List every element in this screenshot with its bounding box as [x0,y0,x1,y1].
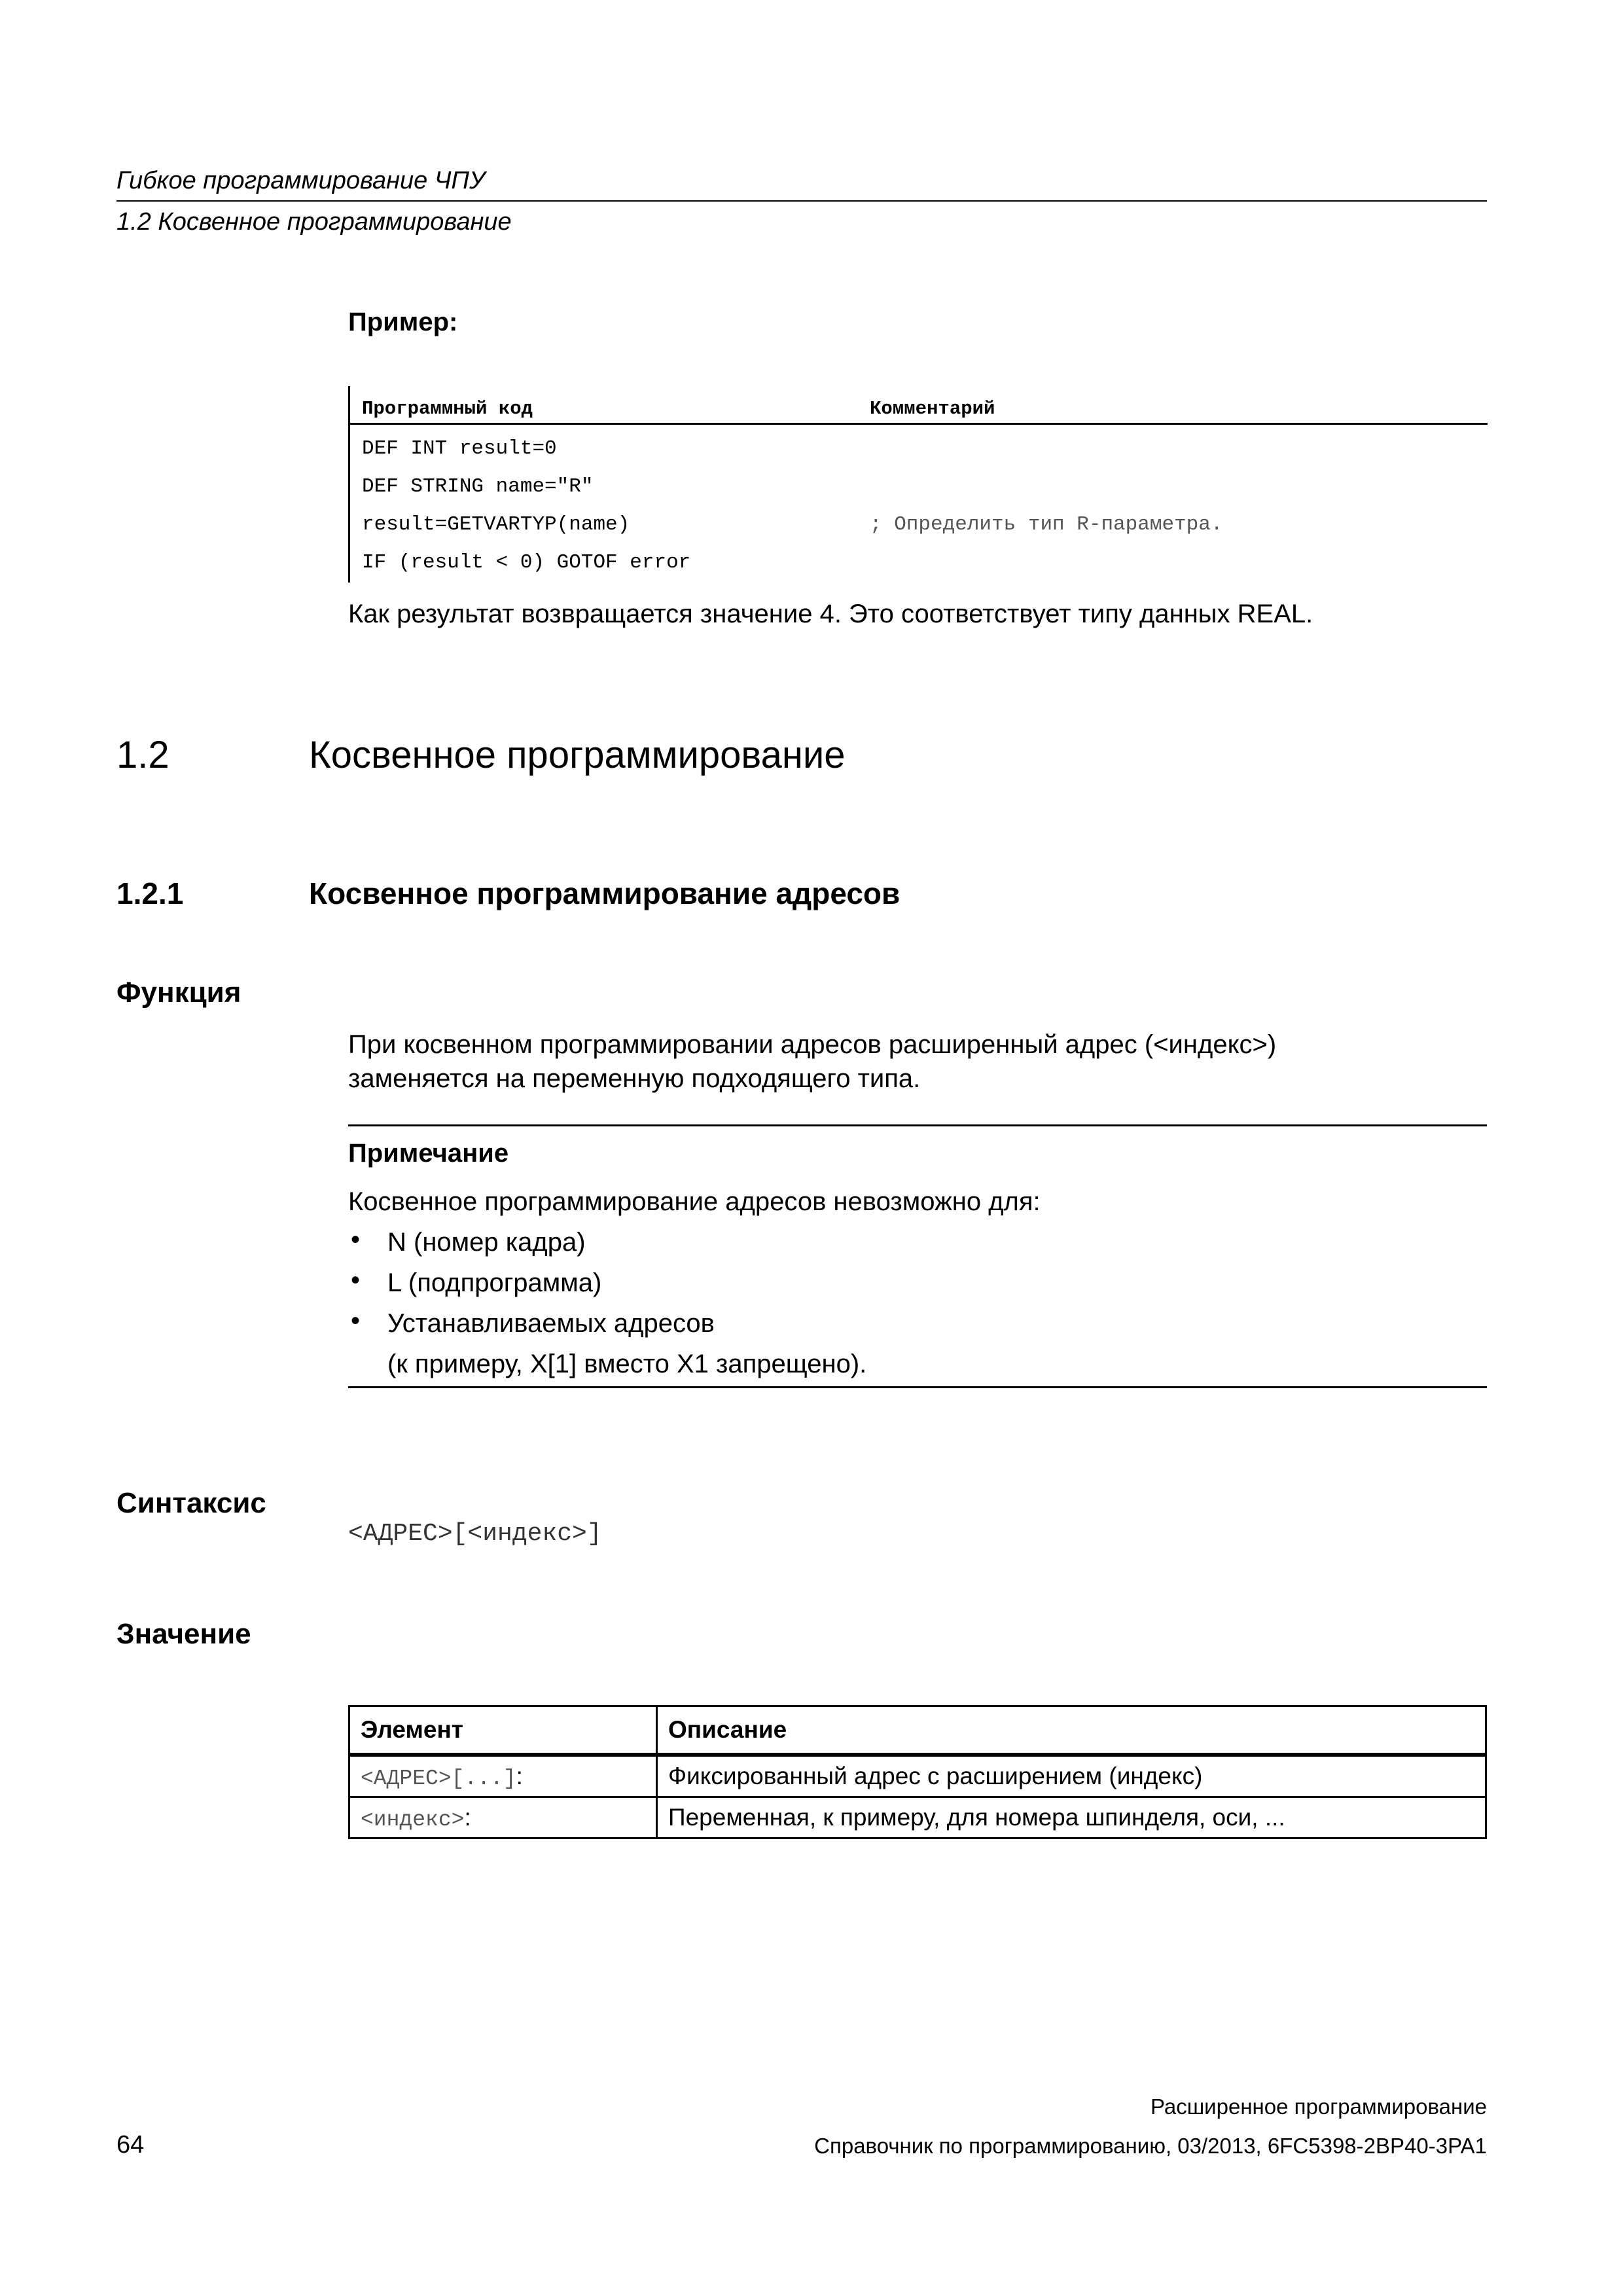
code-example-block [348,386,1488,583]
footer-book-reference: Справочник по программированию, 03/2013, 6FC5398-2BP40-3PA1 [814,2134,1487,2158]
table-cell-description: Фиксированный адрес с расширением (индекс) [657,1755,1486,1797]
note-intro: Косвенное программирование адресов невозможно для: [348,1187,1041,1216]
section-title: Косвенное программирование [309,734,846,776]
function-heading: Функция [116,977,241,1009]
example-title: Пример: [348,308,458,336]
code-column-header: Программный код [362,398,533,420]
note-title: Примечание [348,1139,509,1168]
code-line-4: IF (result < 0) GOTOF error [362,551,691,574]
note-bullet-2: L (подпрограмма) [387,1268,602,1297]
page-number: 64 [116,2131,145,2159]
comment-column-header: Комментарий [870,398,995,420]
code-line-3: result=GETVARTYP(name) [362,513,630,536]
code-line-1: DEF INT result=0 [362,437,557,460]
column-header-description: Описание [657,1706,1486,1755]
column-header-element: Элемент [349,1706,657,1755]
running-header-section: 1.2 Косвенное программирование [116,208,512,236]
header-rule [116,200,1487,202]
table-row [349,1755,1486,1797]
note-bullet-3: Устанавливаемых адресов [387,1309,715,1338]
table-row [349,1797,1486,1839]
note-bottom-rule [348,1386,1487,1388]
function-text-line-1: При косвенном программировании адресов расширенный адрес (<индекс>) [348,1030,1277,1059]
subsection-number: 1.2.1 [116,876,184,910]
element-code: <АДРЕС>[...] [361,1766,516,1791]
syntax-heading: Синтаксис [116,1487,266,1519]
function-text-line-2: заменяется на переменную подходящего типа. [348,1064,921,1093]
element-suffix: : [516,1762,523,1789]
element-code: <индекс> [361,1807,465,1832]
code-line-2: DEF STRING name="R" [362,475,594,498]
bullet-icon: • [351,1225,361,1254]
section-number: 1.2 [116,734,169,776]
code-header-row [350,386,1488,425]
running-header-chapter: Гибкое программирование ЧПУ [116,167,486,194]
bullet-icon: • [351,1266,361,1295]
code-comment-3: ; Определить тип R-параметра. [870,513,1223,536]
syntax-code: <АДРЕС>[<индекс>] [348,1520,602,1548]
note-bullet-1: N (номер кадра) [387,1228,586,1257]
table-cell-element [349,1797,657,1839]
note-bullet-3-continuation: (к примеру, X[1] вместо X1 запрещено). [387,1350,867,1378]
element-suffix: : [464,1803,471,1831]
table-header-row [349,1706,1486,1755]
example-result-text: Как результат возвращается значение 4. Это соответствует типу данных REAL. [348,600,1313,628]
table-cell-element [349,1755,657,1797]
meaning-table [348,1705,1487,1839]
meaning-heading: Значение [116,1618,251,1650]
note-top-rule [348,1124,1487,1126]
bullet-icon: • [351,1306,361,1335]
footer-book-title: Расширенное программирование [1150,2094,1487,2119]
table-cell-description: Переменная, к примеру, для номера шпинделя, оси, ... [657,1797,1486,1839]
subsection-title: Косвенное программирование адресов [309,876,901,910]
